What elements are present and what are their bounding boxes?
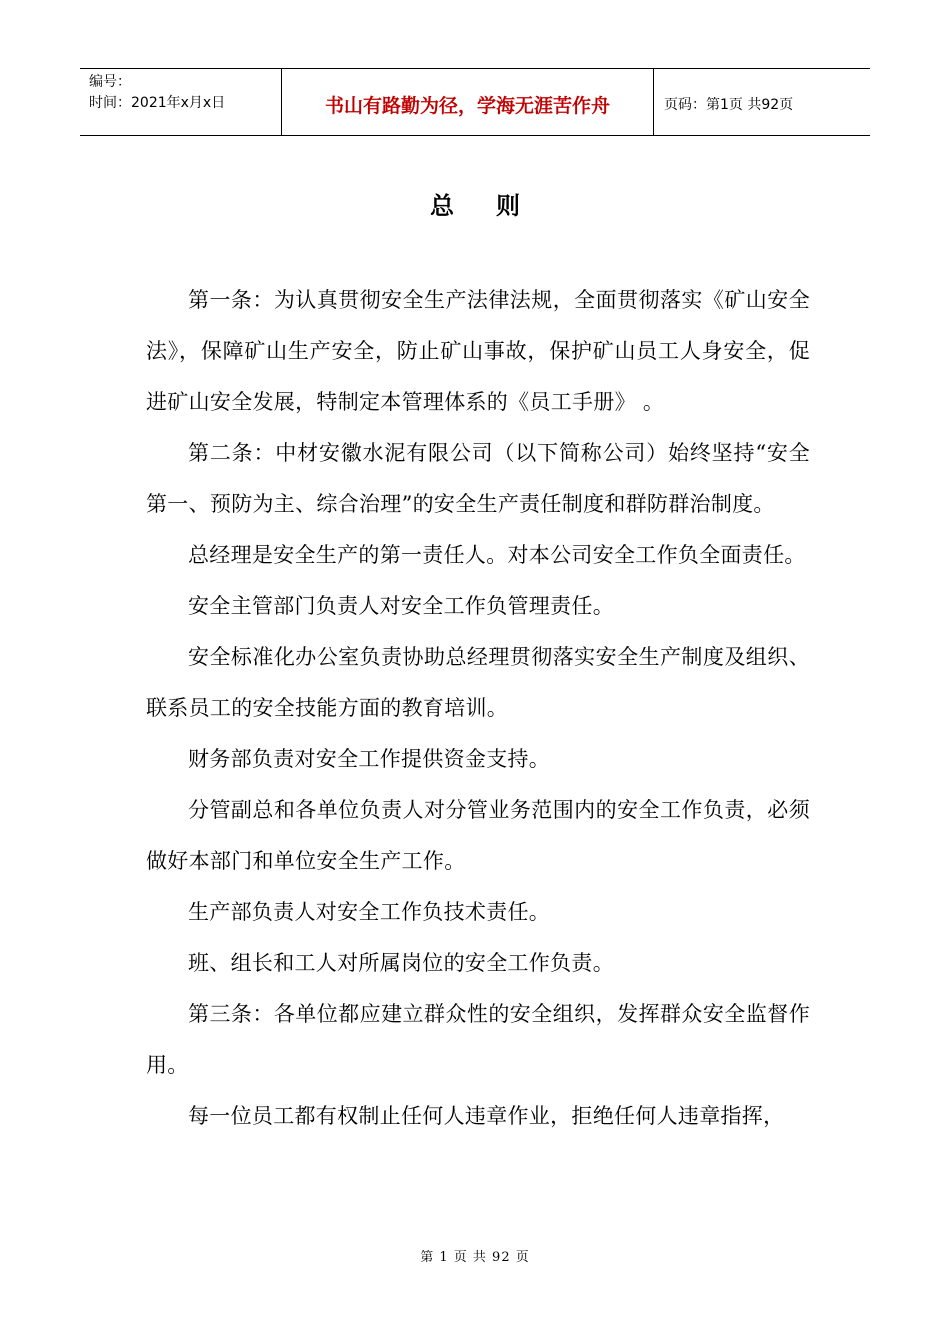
paragraph: 第三条：各单位都应建立群众性的安全组织，发挥群众安全监督作用。 (146, 1002, 810, 1077)
paragraph: 每一位员工都有权制止任何人违章作业，拒绝任何人违章指挥， (188, 1104, 785, 1128)
document-number-label: 编号： (89, 74, 131, 90)
header-motto: 书山有路勤为径，学海无涯苦作舟 (324, 94, 610, 117)
paragraph: 第二条：中材安徽水泥有限公司（以下简称公司）始终坚持“安全第一、预防为主、综合治理”的安全生产责任制度和群防群治制度。 (146, 441, 810, 516)
document-header-table (80, 68, 870, 136)
header-page-code: 页码：第1页 共92页 (664, 97, 794, 113)
paragraph: 财务部负责对安全工作提供资金支持。 (188, 747, 551, 771)
paragraph: 班、组长和工人对所属岗位的安全工作负责。 (188, 951, 614, 975)
paragraph: 生产部负责人对安全工作负技术责任。 (188, 900, 551, 924)
paragraph: 安全主管部门负责人对安全工作负管理责任。 (188, 594, 614, 618)
header-meta-cell (80, 69, 282, 135)
paragraph: 总经理是安全生产的第一责任人。对本公司安全工作负全面责任。 (188, 543, 806, 567)
document-title: 总则 (430, 192, 562, 220)
paragraph: 分管副总和各单位负责人对分管业务范围内的安全工作负责，必须做好本部门和单位安全生产工作。 (146, 798, 810, 873)
paragraph: 第一条：为认真贯彻安全生产法律法规，全面贯彻落实《矿山安全法》，保障矿山生产安全，防止矿山事故，保护矿山员工人身安全，促进矿山安全发展，特制定本管理体系的《员工手册》 。 (146, 288, 810, 414)
header-motto-cell (282, 69, 654, 135)
document-body (146, 275, 810, 1142)
page-footer: 第 1 页 共 92 页 (420, 1250, 530, 1265)
document-time-label: 时间：2021年x月x日 (89, 95, 226, 111)
header-page-cell (654, 69, 870, 135)
paragraph: 安全标准化办公室负责协助总经理贯彻落实安全生产制度及组织、联系员工的安全技能方面的教育培训。 (146, 645, 810, 720)
